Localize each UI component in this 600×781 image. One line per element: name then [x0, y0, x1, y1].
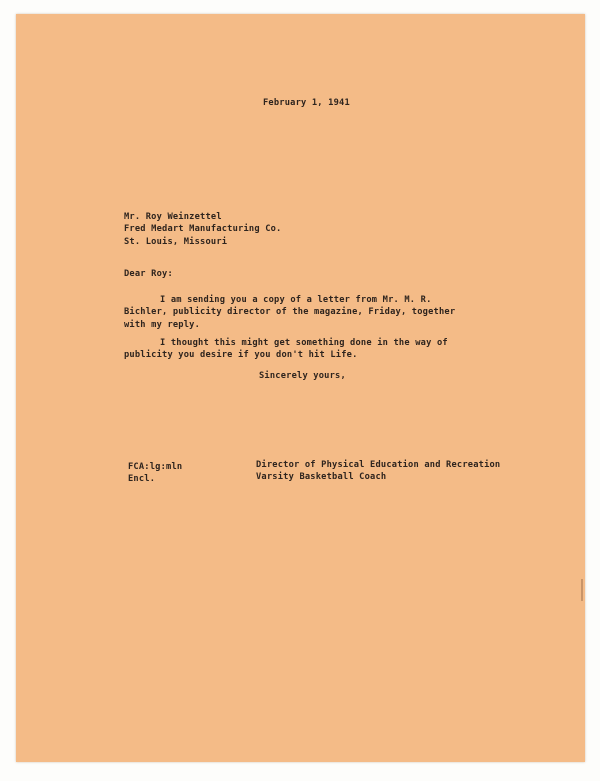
- paragraph-2-line-1: I thought this might get something done in the way of: [160, 338, 448, 348]
- signer-title-line-2: Varsity Basketball Coach: [256, 472, 387, 482]
- paragraph-2-line-2: publicity you desire if you don't hit Life.: [124, 350, 358, 360]
- letter-sheet: [16, 14, 585, 762]
- signer-title-line-1: Director of Physical Education and Recreation: [256, 460, 501, 470]
- recipient-city: St. Louis, Missouri: [124, 237, 228, 247]
- reference-initials: FCA:lg:mln: [128, 462, 183, 472]
- paragraph-1-line-2: Bichler, publicity director of the magazine, Friday, together: [124, 307, 456, 317]
- recipient-name: Mr. Roy Weinzettel: [124, 212, 222, 222]
- salutation: Dear Roy:: [124, 269, 173, 279]
- recipient-company: Fred Medart Manufacturing Co.: [124, 224, 282, 234]
- closing: Sincerely yours,: [259, 371, 346, 381]
- enclosure-note: Encl.: [128, 474, 156, 484]
- paragraph-1-line-1: I am sending you a copy of a letter from Mr. M. R.: [160, 295, 432, 305]
- paragraph-1-line-3: with my reply.: [124, 320, 201, 330]
- letter-date: February 1, 1941: [263, 98, 350, 108]
